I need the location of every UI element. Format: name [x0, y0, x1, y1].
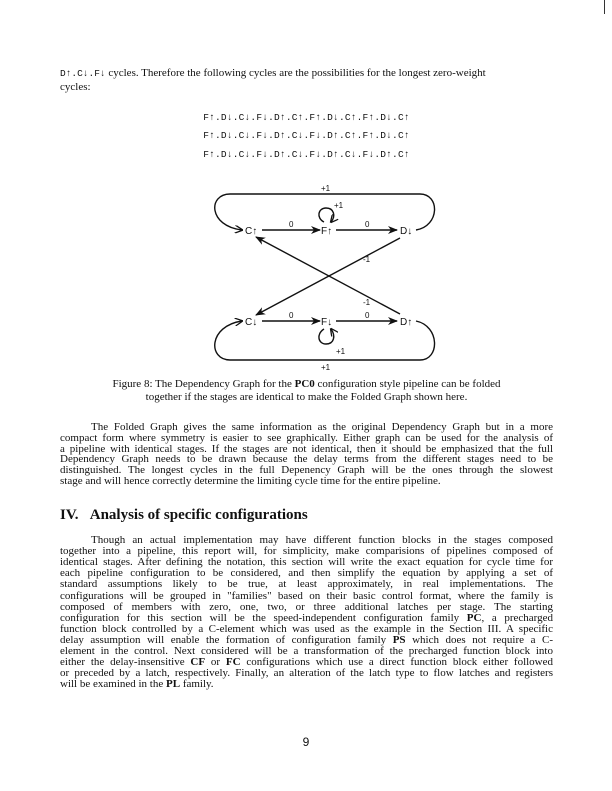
- section-number: IV.: [60, 507, 79, 523]
- section-heading: [60, 507, 308, 524]
- caption-text: Figure 8: The Dependency Graph for the: [112, 378, 295, 390]
- page-number: 9: [302, 735, 310, 749]
- paragraph-line: [60, 422, 553, 432]
- text-span: delay assumption will enable the formation of configuration family: [60, 633, 393, 646]
- text-span: configurations which use a direct function block either followed: [240, 656, 554, 669]
- paragraph-line: [60, 454, 553, 464]
- node-f-up: F↑: [321, 226, 333, 237]
- text-span: compact form where symmetry is easier to see graphically. Either graph can be used for the analysis of: [60, 431, 553, 444]
- text-span: family.: [180, 678, 214, 691]
- cycle-3: F↑.D↓.C↓.F↓.D↑.C↓.F↓.D↑.C↓.F↓.D↑.C↑: [203, 149, 410, 160]
- text-span: The Folded Graph gives the same information as the original Dependency Graph but in a more: [91, 421, 553, 433]
- bold-term: FC: [225, 656, 241, 669]
- edge-top-loop: [215, 194, 435, 230]
- bold-term: PL: [166, 678, 181, 691]
- intro-line: [60, 67, 486, 79]
- paragraph-line: [60, 557, 553, 567]
- edge-f-down-self-loop: [319, 329, 334, 344]
- paragraph-line: [60, 635, 553, 645]
- node-d-up: D↑: [400, 317, 413, 328]
- intro-line-2: cycles:: [60, 81, 91, 93]
- text-span: standard assumptions likely to be true, at least approximately, in real implementations. The: [60, 578, 553, 591]
- text-span: identical stages. After defining the notation, this section will write the exact equation for cycle time for: [60, 556, 553, 569]
- paragraph-line: [60, 433, 553, 443]
- label-cross-1: -1: [363, 255, 371, 264]
- text-span: element in the control. Next considered will be a transformation of the precharged function block into: [60, 645, 553, 657]
- bold-term: CF: [190, 656, 206, 669]
- paragraph-line: [60, 591, 553, 601]
- cycle-2: F↑.D↓.C↓.F↓.D↑.C↓.F↓.D↑.C↑.F↑.D↓.C↑: [203, 130, 410, 141]
- page-edge-mark: [604, 0, 605, 14]
- label-fd-bottom: 0: [365, 311, 370, 320]
- figure-caption-line-2: together if the stages are identical to make the Folded Graph shown here.: [145, 391, 468, 403]
- paragraph-line: [60, 657, 553, 667]
- paragraph-line: [60, 546, 553, 556]
- paragraph-line: [60, 624, 553, 634]
- label-cf-top: 0: [289, 220, 294, 229]
- text-span: distinguished. The longest cycles in the full Depenency Graph will be the ones through the slowest: [60, 464, 553, 477]
- text-span: or preceded by a latch, respectively. Finally, an alteration of the latch type to flow latches and registers: [60, 667, 553, 680]
- intro-cycle-notation: D↑.C↓.F↓: [60, 68, 106, 79]
- paragraph-line: [60, 668, 553, 678]
- text-span: will be examined in the: [60, 678, 166, 691]
- label-f-down-self: +1: [336, 347, 346, 356]
- label-f-up-self: +1: [334, 201, 344, 210]
- paragraph-line: [60, 465, 553, 475]
- figure-caption: [60, 378, 553, 390]
- node-f-down: F↓: [321, 317, 333, 328]
- edge-d-down-c-down: [256, 238, 400, 315]
- paragraph-line: [60, 679, 553, 689]
- node-d-down: D↓: [400, 226, 413, 237]
- text-span: a pipeline with identical stages. If the stages are not identical, then it should be emphasized that the full: [60, 442, 553, 455]
- caption-text: configuration style pipeline can be folded: [314, 378, 501, 390]
- text-span: composed of members with zero, one, two, or three additional latches per stage. The starting: [60, 600, 553, 613]
- cycle-1: F↑.D↓.C↓.F↓.D↑.C↑.F↑.D↓.C↑.F↑.D↓.C↑: [203, 112, 410, 123]
- text-span: stage and will hence correctly determine the limiting cycle time for the entire pipeline.: [60, 475, 441, 487]
- paragraph-line: [60, 444, 553, 454]
- paragraph-line: [60, 613, 553, 623]
- caption-bold: PC0: [294, 378, 315, 390]
- text-span: Dependency Graph needs to be drawn because the delay terms from the different stages need to be: [60, 453, 553, 466]
- bold-term: PS: [392, 633, 406, 646]
- label-cf-bottom: 0: [289, 311, 294, 320]
- text-span: together into a pipeline, this report will, for simplicity, make comparisions of pipelines composed of: [60, 545, 553, 558]
- text-span: , a precharged: [481, 611, 553, 624]
- edge-d-up-c-up: [256, 237, 400, 314]
- paragraph-line: [60, 535, 553, 545]
- edge-f-up-self-loop: [319, 208, 334, 222]
- text-span: configuration for this section will be the speed-independent configuration family: [60, 611, 467, 624]
- paragraph-line: [60, 568, 553, 578]
- label-top-loop: +1: [321, 184, 331, 193]
- bold-term: PC: [466, 611, 482, 624]
- paragraph-line: [60, 646, 553, 656]
- text-span: configurations will be grouped in "families" based on their basic control format, where the family is: [60, 589, 553, 602]
- node-c-up: C↑: [245, 226, 258, 237]
- label-cross-2: -1: [363, 298, 371, 307]
- text-span: function block controlled by a C-element which was used as the example in the Section III. A specific: [60, 622, 553, 635]
- label-bottom-loop: +1: [321, 363, 331, 372]
- paragraph-line: [60, 579, 553, 589]
- intro-text: cycles. Therefore the following cycles are the possibilities for the longest zero-weight: [105, 67, 486, 79]
- text-span: or: [205, 656, 226, 669]
- text-span: Though an actual implementation may have different function blocks in the stages composed: [91, 534, 553, 546]
- text-span: either the delay-insensitive: [60, 656, 191, 669]
- node-c-down: C↓: [245, 317, 258, 328]
- label-fd-top: 0: [365, 220, 370, 229]
- text-span: each pipeline configuration to be considered, and then simplify the equation by applying a set of: [60, 567, 553, 580]
- text-span: which does not require a C-: [405, 633, 554, 646]
- paragraph-line: [60, 476, 553, 486]
- paragraph-line: [60, 602, 553, 612]
- section-title: Analysis of specific configurations: [89, 507, 308, 523]
- folded-dependency-graph: [190, 178, 450, 376]
